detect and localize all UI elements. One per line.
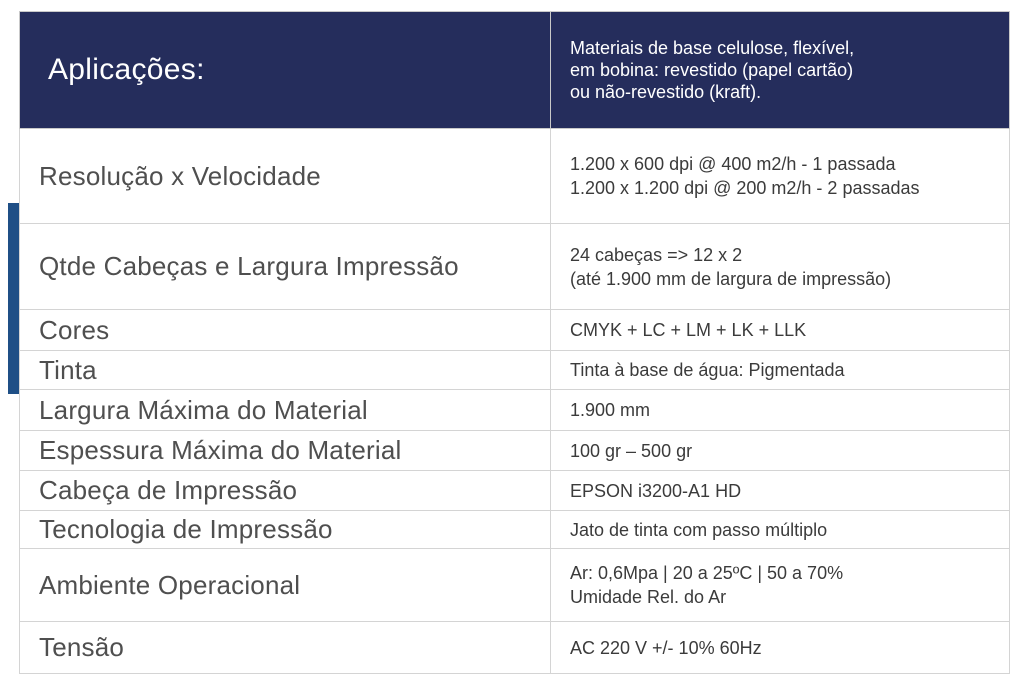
table-row <box>20 471 1010 511</box>
table-row <box>20 224 1010 310</box>
row-label-resolution-speed: Resolução x Velocidade <box>20 129 551 224</box>
table-row <box>20 390 1010 431</box>
row-value-resolution-speed: 1.200 x 600 dpi @ 400 m2/h - 1 passada 1.200 x 1.200 dpi @ 200 m2/h - 2 passadas <box>551 129 1010 224</box>
table-row <box>20 351 1010 390</box>
table-row <box>20 549 1010 622</box>
row-label-print-head: Cabeça de Impressão <box>20 471 551 511</box>
header-label: Aplicações: <box>20 12 551 129</box>
row-value-colors: CMYK + LC + LM + LK + LLK <box>551 310 1010 351</box>
row-label-operating-environment: Ambiente Operacional <box>20 549 551 622</box>
row-label-colors: Cores <box>20 310 551 351</box>
table-row <box>20 129 1010 224</box>
table-row <box>20 622 1010 674</box>
row-label-voltage: Tensão <box>20 622 551 674</box>
row-value-ink: Tinta à base de água: Pigmentada <box>551 351 1010 390</box>
row-value-print-technology: Jato de tinta com passo múltiplo <box>551 511 1010 549</box>
row-label-max-thickness: Espessura Máxima do Material <box>20 431 551 471</box>
row-label-print-technology: Tecnologia de Impressão <box>20 511 551 549</box>
table-row <box>20 431 1010 471</box>
specifications-table <box>19 11 1010 674</box>
table-row <box>20 310 1010 351</box>
table-row <box>20 511 1010 549</box>
row-value-heads-width: 24 cabeças => 12 x 2 (até 1.900 mm de largura de impressão) <box>551 224 1010 310</box>
row-value-max-thickness: 100 gr – 500 gr <box>551 431 1010 471</box>
row-label-ink: Tinta <box>20 351 551 390</box>
row-label-max-width: Largura Máxima do Material <box>20 390 551 431</box>
side-accent-bar <box>8 203 19 394</box>
row-value-max-width: 1.900 mm <box>551 390 1010 431</box>
header-value: Materiais de base celulose, flexível, em bobina: revestido (papel cartão) ou não-revestido (kraft). <box>551 12 1010 129</box>
row-value-operating-environment: Ar: 0,6Mpa | 20 a 25ºC | 50 a 70% Umidade Rel. do Ar <box>551 549 1010 622</box>
table-header-row <box>20 12 1010 129</box>
row-label-heads-width: Qtde Cabeças e Largura Impressão <box>20 224 551 310</box>
row-value-print-head: EPSON i3200-A1 HD <box>551 471 1010 511</box>
row-value-voltage: AC 220 V +/- 10% 60Hz <box>551 622 1010 674</box>
